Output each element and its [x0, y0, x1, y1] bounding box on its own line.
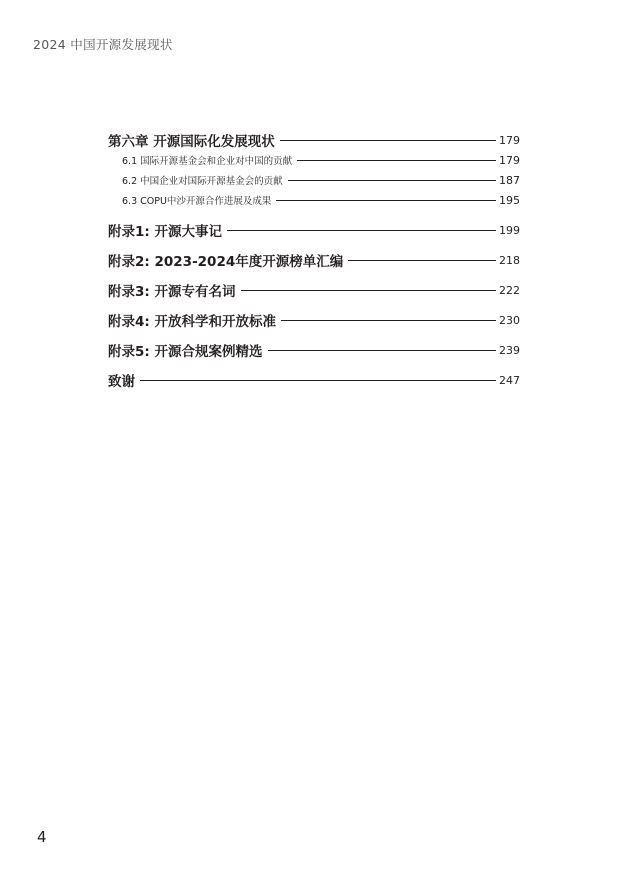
- toc-leader-line: [280, 140, 496, 141]
- toc-entry-page: 179: [499, 133, 520, 147]
- toc-entry-page: 222: [499, 283, 520, 297]
- toc-entry-label: 致谢: [108, 374, 135, 390]
- toc-leader-line: [297, 160, 496, 161]
- toc-leader-line: [348, 260, 496, 261]
- page-number: 4: [37, 828, 47, 846]
- toc-entry-appendix-4[interactable]: [108, 310, 520, 330]
- toc-entry-appendix-1[interactable]: [108, 220, 520, 240]
- toc-entry-6-1[interactable]: [122, 153, 520, 167]
- toc-entry-page: 199: [499, 223, 520, 237]
- toc-entry-label: 附录1: 开源大事记: [108, 224, 222, 240]
- toc-entry-label: 6.1 国际开源基金会和企业对中国的贡献: [122, 156, 293, 167]
- toc-entry-page: 218: [499, 253, 520, 267]
- toc-leader-line: [281, 320, 496, 321]
- toc-leader-line: [268, 350, 497, 351]
- toc-entry-chapter-6[interactable]: [108, 130, 520, 150]
- toc-entry-6-3[interactable]: [122, 193, 520, 207]
- toc-entry-label: 附录5: 开源合规案例精选: [108, 344, 263, 360]
- toc-leader-line: [276, 200, 496, 201]
- toc-entry-label: 附录2: 2023-2024年度开源榜单汇编: [108, 254, 344, 270]
- toc-entry-appendix-2[interactable]: [108, 250, 520, 270]
- toc-entry-page: 195: [499, 193, 520, 207]
- toc-entry-label: 附录3: 开源专有名词: [108, 284, 236, 300]
- toc-entry-page: 247: [499, 373, 520, 387]
- toc-entry-label: 第六章 开源国际化发展现状: [108, 134, 275, 150]
- toc-entry-page: 230: [499, 313, 520, 327]
- toc-entry-acknowledgements[interactable]: [108, 370, 520, 390]
- toc-entry-label: 附录4: 开放科学和开放标准: [108, 314, 276, 330]
- toc-entry-page: 239: [499, 343, 520, 357]
- toc-leader-line: [288, 180, 496, 181]
- toc-leader-line: [227, 230, 496, 231]
- toc-entry-page: 179: [499, 153, 520, 167]
- running-header: 2024 中国开源发展现状: [33, 37, 173, 52]
- toc-leader-line: [241, 290, 497, 291]
- toc-entry-page: 187: [499, 173, 520, 187]
- toc-entry-6-2[interactable]: [122, 173, 520, 187]
- toc-entry-label: 6.3 COPU中沙开源合作进展及成果: [122, 196, 272, 207]
- toc-entry-label: 6.2 中国企业对国际开源基金会的贡献: [122, 176, 283, 187]
- toc-entry-appendix-3[interactable]: [108, 280, 520, 300]
- toc-entry-appendix-5[interactable]: [108, 340, 520, 360]
- toc-leader-line: [140, 380, 496, 381]
